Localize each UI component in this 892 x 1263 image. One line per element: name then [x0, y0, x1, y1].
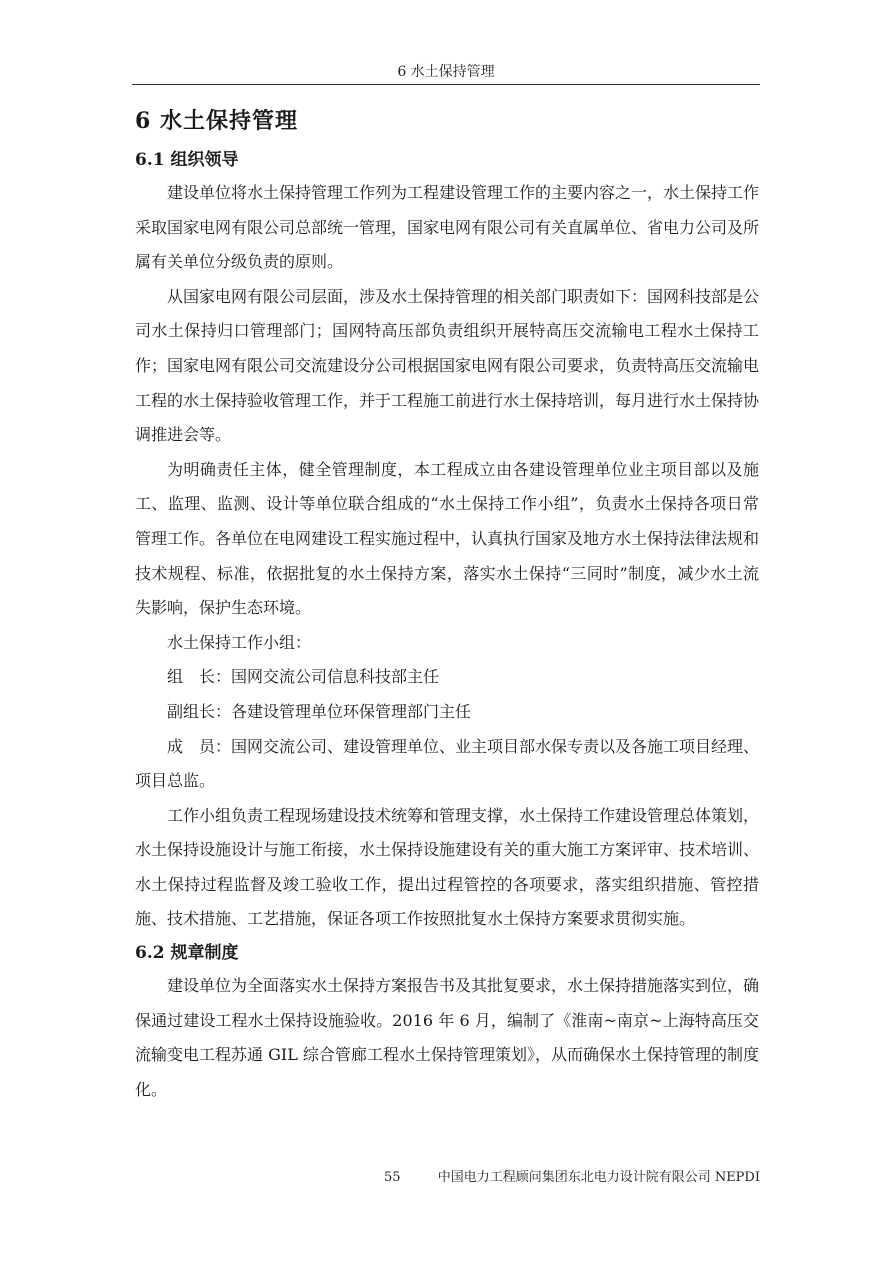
paragraph: 工作小组负责工程现场建设技术统筹和管理支撑，水土保持工作建设管理总体策划，水土保持设施设计与施工衔接，水土保持设施建设有关的重大施工方案评审、技术培训、水土保持过程监督及竣工验收工作，提出过程管控的各项要求，落实组织措施、管控措施、技术措施、工艺措施，保证各项工作按照批复水土保持方案要求贯彻实施。: [135, 805, 760, 929]
chapter-title: 6 水土保持管理: [135, 108, 298, 134]
paragraph: 从国家电网有限公司层面，涉及水土保持管理的相关部门职责如下：国网科技部是公司水土保持归口管理部门；国网特高压部负责组织开展特高压交流输电工程水土保持工作；国家电网有限公司交流建设分公司根据国家电网有限公司要求，负责特高压交流输电工程的水土保持验收管理工作，并于工程施工前进行水土保持培训，每月进行水土保持协调推进会等。: [135, 286, 760, 445]
page-number: 55: [384, 1170, 401, 1185]
footer-organization: 中国电力工程顾问集团东北电力设计院有限公司 NEPDI: [437, 1170, 760, 1185]
running-header: 6 水土保持管理: [397, 64, 495, 80]
page-body: [135, 103, 759, 1107]
section-title-6-2: 6.2 规章制度: [135, 943, 239, 964]
group-member-deputy: 副组长：各建设管理单位环保管理部门主任: [167, 701, 472, 721]
page-footer: [384, 1169, 760, 1187]
header-rule: [132, 84, 760, 85]
paragraph-group-heading: 水土保持工作小组：: [167, 632, 312, 652]
group-member-members: 成 员：国网交流公司、建设管理单位、业主项目部水保专责以及各施工项目经理、项目总监。: [135, 736, 760, 791]
group-member-leader: 组 长：国网交流公司信息科技部主任: [167, 667, 440, 687]
paragraph: 建设单位为全面落实水土保持方案报告书及其批复要求，水土保持措施落实到位，确保通过建设工程水土保持设施验收。2016 年 6 月，编制了《淮南~南京~上海特高压交流输变电工程苏通 GIL 综合管廊工程水土保持管理策划》，从而确保水土保持管理的制度化。: [135, 976, 760, 1099]
paragraph: 为明确责任主体，健全管理制度，本工程成立由各建设管理单位业主项目部以及施工、监理、监测、设计等单位联合组成的“水土保持工作小组”，负责水土保持各项日常管理工作。各单位在电网建设工程实施过程中，认真执行国家及地方水土保持法律法规和技术规程、标准，依据批复的水土保持方案，落实水土保持“三同时”制度，减少水土流失影响，保护生态环境。: [135, 459, 760, 618]
paragraph: 建设单位将水土保持管理工作列为工程建设管理工作的主要内容之一，水土保持工作采取国家电网有限公司总部统一管理，国家电网有限公司有关直属单位、省电力公司及所属有关单位分级负责的原则。: [135, 183, 760, 272]
section-title-6-1: 6.1 组织领导: [135, 150, 239, 170]
